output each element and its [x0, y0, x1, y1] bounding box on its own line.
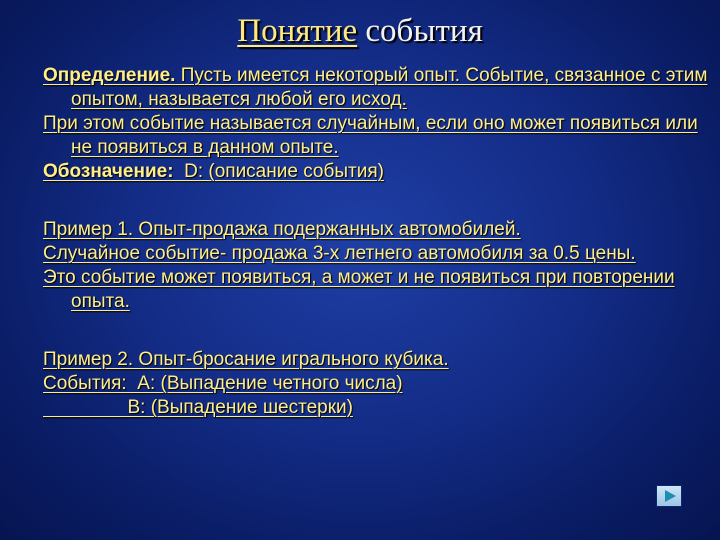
definition-label: Определение. [43, 65, 176, 86]
definition-text: Пусть имеется некоторый опыт. Событие, связанное с этим опытом, называется любой его исход. [71, 65, 708, 110]
random-event-paragraph: При этом событие называется случайным, если оно может появиться или не появиться в данном опыте. [43, 113, 698, 158]
example1-note: Это событие может появиться, а может и не появиться при повторении опыта. [43, 267, 675, 312]
play-arrow-icon [665, 490, 676, 502]
title-keyword: Понятие [237, 13, 358, 49]
notation-text: D: (описание события) [173, 161, 384, 182]
example2-event-a: События: А: (Выпадение четного числа) [43, 373, 403, 394]
next-slide-button[interactable] [656, 485, 682, 507]
title-rest: события [357, 13, 483, 49]
example2-event-b [43, 396, 708, 420]
notation-label: Обозначение: [43, 161, 174, 182]
spacer [43, 184, 708, 218]
example1-heading: Пример 1. Опыт-продажа подержанных автомобилей. [43, 219, 521, 240]
slide-title [0, 10, 720, 52]
notation-paragraph [43, 160, 708, 184]
example1-event: Случайное событие- продажа 3-х летнего автомобиля за 0.5 цены. [43, 243, 636, 264]
indent-spaces [43, 397, 127, 418]
slide-body [43, 64, 708, 420]
spacer [43, 314, 708, 348]
event-b-text: B: (Выпадение шестерки) [127, 397, 354, 418]
definition-paragraph [43, 64, 708, 112]
example2-heading: Пример 2. Опыт-бросание игрального кубика. [43, 349, 449, 370]
